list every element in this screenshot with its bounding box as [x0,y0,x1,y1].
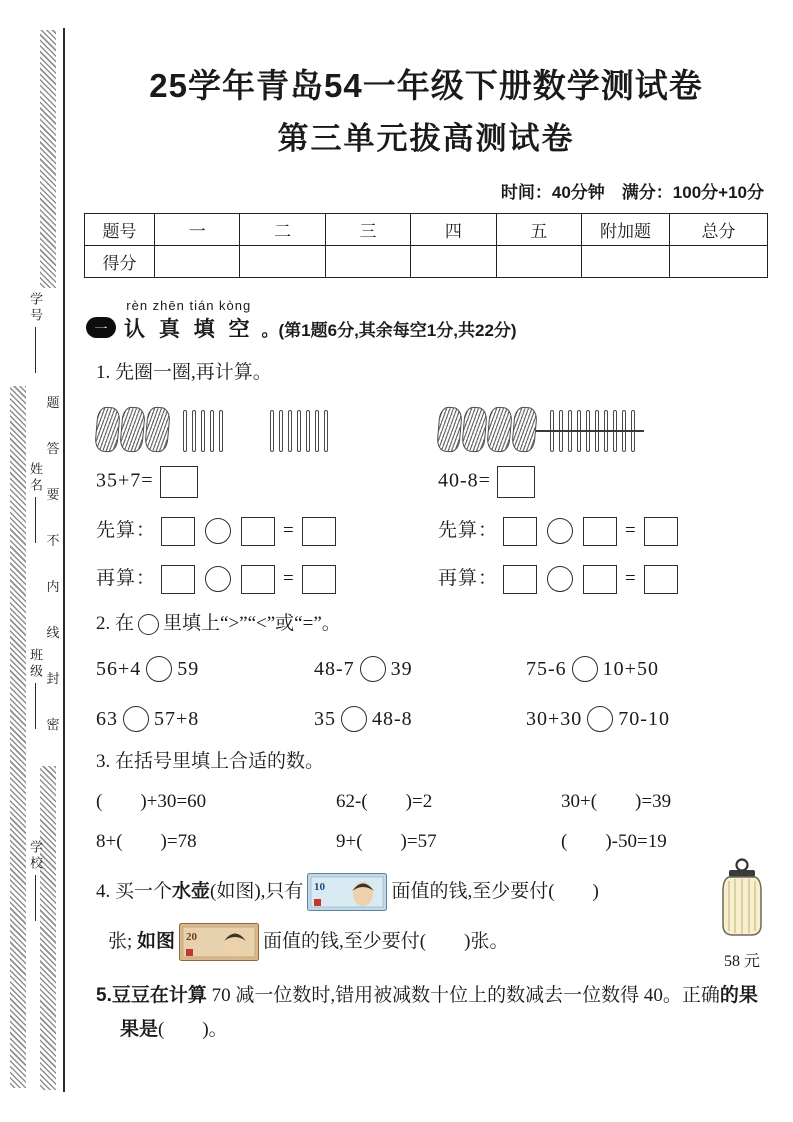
q4-text-kettle: 水壶 [172,880,211,902]
q4-text: (如图),只有 [210,880,304,902]
fill-blank-equation: 30+( )=39 [561,790,672,812]
question-1-figures [84,388,768,452]
stick-icon [201,410,205,452]
stick-icon [613,410,617,452]
second-step-label: 再算： [96,567,157,589]
kettle-figure [710,857,774,971]
seal-char: 密 [46,717,60,732]
operator-circle [547,566,573,592]
right-expression: 39 [390,657,413,680]
class-field [26,648,45,729]
stick-icon [559,410,563,452]
stick-icon [586,410,590,452]
section-title-pinyin: rèn zhēn tián kòng [126,298,252,313]
answer-box [497,466,535,498]
stick-bundle-icon [94,406,121,453]
q5-text: 70 减一位数时,错用被减数十位上的数减去一位数得 40。正确 [206,984,720,1006]
stick-icon [288,410,292,452]
stick-icon [210,410,214,452]
stick-icon [315,410,319,452]
stick-bundle-icon [486,406,513,453]
score-table-value-row [85,246,768,278]
comparison-item [96,706,314,732]
comparison-circle [146,656,172,682]
first-step-label: 先算： [96,519,157,541]
score-cell-empty [240,246,325,278]
right-expression: 70-10 [618,707,670,730]
name-label: 姓名 [28,462,43,494]
section-title-stack [124,298,254,343]
seal-char: 不 [46,533,60,548]
stick-bundle-icon [511,406,538,453]
left-expression: 75-6 [526,657,567,680]
stick-icon [183,410,187,452]
q5-bold-head: 5.豆豆在计算 [96,984,207,1006]
banknote-20-yuan-image [179,923,259,961]
paper-content [84,0,768,1122]
stick-bundle-icon [461,406,488,453]
stick-icon [622,410,626,452]
second-step-label: 再算： [438,567,499,589]
question-2-label [84,610,768,639]
stick-bundle-icon [144,406,171,453]
banknote-10-yuan-image [307,873,387,911]
stick-icon [192,410,196,452]
answer-box [241,517,275,546]
kettle-image [719,857,765,941]
stick-icon [306,410,310,452]
score-cell-empty [670,246,768,278]
student-id-blank-line [35,327,36,373]
answer-box [503,517,537,546]
name-field [26,462,45,543]
answer-box [644,565,678,594]
comparison-item [526,656,768,682]
loose-sticks-left-b [270,410,333,452]
stick-icon [297,410,301,452]
banknote-20-value: 20 [186,930,198,943]
score-cell-empty [496,246,581,278]
q4-text: 面值的钱,至少要付( )张。 [263,930,509,952]
left-expression: 63 [96,707,118,730]
operator-circle [547,518,573,544]
kettle-price: 58 元 [723,952,760,970]
right-expression: 48-8 [372,707,413,730]
class-blank-line [35,683,36,729]
left-expression: 30+30 [526,707,583,730]
comparison-item [526,706,768,732]
stick-bundle-icon [119,406,146,453]
q1-left-figure [84,388,426,452]
question-1-label: 1. 先圈一圈,再计算。 [96,362,272,383]
q1-right-second-step [426,563,768,594]
right-expression: 10+50 [602,657,659,680]
question-5 [84,979,768,1047]
comparison-item [96,656,314,682]
q2-label-pre: 2. 在 [96,612,135,634]
q4-text: 面值的钱,至少要付( ) [391,880,599,902]
fill-blank-equation: 62-( )=2 [336,790,433,812]
expression-text: 35+7= [96,469,154,492]
operator-circle [205,566,231,592]
q4-line-1 [96,873,688,911]
right-expression: 57+8 [154,707,200,730]
score-cell-empty [411,246,496,278]
stick-icon [550,410,554,452]
score-col-header: 总分 [670,214,768,246]
q1-left-second-step [84,563,426,594]
comparison-item [314,706,526,732]
answer-box [644,517,678,546]
score-row-label: 得分 [85,246,155,278]
expression-text: 40-8= [438,469,491,492]
stick-icon [577,410,581,452]
q4-text: 张; [108,930,138,952]
question-3-items [84,791,768,853]
question-1-second-step [84,563,768,594]
answer-box [161,565,195,594]
seal-char: 内 [46,579,60,594]
school-label: 学校 [28,840,43,872]
score-col-header: 二 [240,214,325,246]
answer-box [302,517,336,546]
q1-left-expression [84,466,426,498]
score-cell-empty [155,246,240,278]
equals-sign: = [283,567,294,589]
fill-blank-equation: ( )+30=60 [96,790,207,812]
left-expression: 48-7 [314,657,355,680]
score-cell-empty [325,246,410,278]
stick-icon [219,410,223,452]
q4-line-2 [108,923,688,961]
left-expression: 35 [314,707,336,730]
answer-box [583,517,617,546]
right-expression: 59 [177,657,200,680]
banknote-10-value: 10 [314,880,326,893]
seal-line-border [63,28,65,1092]
fill-blank-equation: ( )-50=19 [561,830,667,852]
q4-text-as-shown: 如图 [137,930,176,952]
crossed-out-sticks [550,410,640,452]
equals-sign: = [625,519,636,541]
first-step-label: 先算： [438,519,499,541]
score-col-header: 四 [411,214,496,246]
comparison-circle [138,614,159,635]
question-3-label: 3. 在括号里填上合适的数。 [96,751,325,773]
question-2-items [84,656,768,732]
q5-bold-tail: 的果果是 [120,984,758,1040]
answer-box [583,565,617,594]
seal-char: 要 [46,487,60,502]
score-col-header: 五 [496,214,581,246]
stick-icon [568,410,572,452]
stick-icon [270,410,274,452]
score-col-header: 三 [325,214,410,246]
section-number-badge: 一 [86,317,116,338]
q1-right-figure [426,388,768,452]
stick-icon [279,410,283,452]
fill-blank-equation: 8+( )=78 [96,830,197,852]
student-id-label: 学号 [28,292,43,324]
stick-icon [604,410,608,452]
q1-right-first-step [426,515,768,546]
seal-char: 线 [46,625,60,640]
school-blank-line [35,875,36,921]
stick-bundles-right [438,407,538,452]
paper-title-line1: 25学年青岛54一年级下册数学测试卷 [149,67,703,104]
comparison-item [314,656,526,682]
hatch-strip-outer [10,386,26,1088]
comparison-circle [587,706,613,732]
student-id-field [26,292,45,373]
loose-sticks-left-a [183,410,228,452]
school-field [26,840,45,921]
question-4 [84,873,768,970]
comparison-circle [341,706,367,732]
section-score-note: 。(第1题6分,其余每空1分,共22分) [261,321,517,340]
q1-right-expression [426,466,768,498]
stick-icon [631,410,635,452]
equals-sign: = [625,567,636,589]
q2-label-post: 里填上“>”“<”或“=”。 [163,612,341,634]
q5-blank: ( )。 [158,1018,228,1040]
score-table [84,213,768,278]
stick-bundles-left [96,407,171,452]
question-1-first-step [84,515,768,546]
stick-icon [324,410,328,452]
comparison-circle [123,706,149,732]
fill-blank-equation: 9+( )=57 [336,830,437,852]
equals-sign: = [283,519,294,541]
answer-box [302,565,336,594]
paper-title-line2: 第三单元拔高测试卷 [277,121,575,156]
comparison-circle [572,656,598,682]
score-table-header-row [85,214,768,246]
section-1-heading [84,298,768,343]
answer-box [161,517,195,546]
q1-left-first-step [84,515,426,546]
score-col-header: 附加题 [582,214,670,246]
score-col-header: 一 [155,214,240,246]
operator-circle [205,518,231,544]
hatch-strip-inner-bottom [40,766,56,1090]
question-1-expressions [84,466,768,498]
seal-char: 封 [46,671,60,686]
class-label: 班级 [28,648,43,680]
seal-char: 题 [46,395,60,410]
hatch-strip-inner-top [40,30,56,288]
comparison-circle [360,656,386,682]
score-cell-empty [582,246,670,278]
seal-char: 答 [46,441,60,456]
answer-box [241,565,275,594]
stick-bundle-icon [436,406,463,453]
answer-box [503,565,537,594]
answer-box [160,466,198,498]
stick-icon [595,410,599,452]
name-blank-line [35,497,36,543]
q4-text: 4. 买一个 [96,880,173,902]
left-expression: 56+4 [96,657,142,680]
score-col-header: 题号 [85,214,155,246]
section-title: 认 真 填 空 [124,318,254,341]
time-score-info: 时间：40分钟 满分：100分+10分 [500,183,764,202]
